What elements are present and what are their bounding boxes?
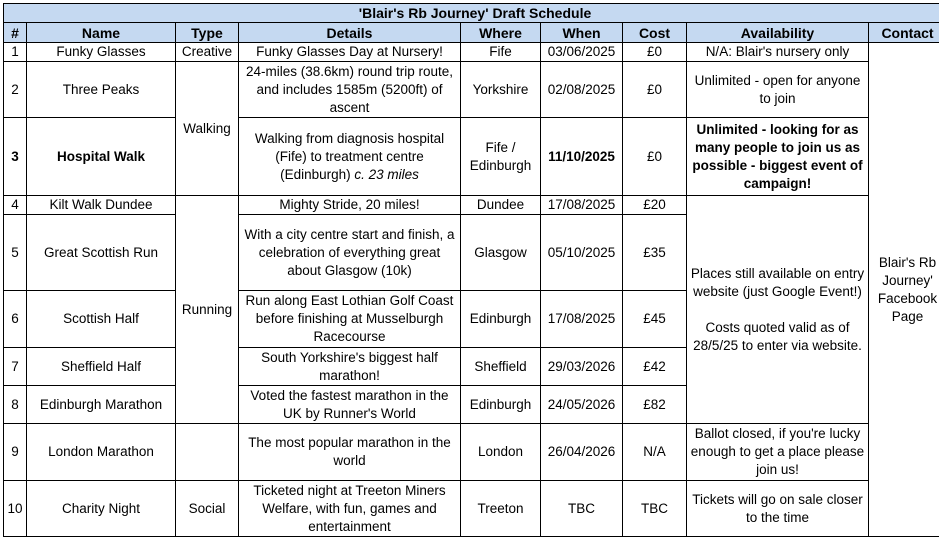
event-when: 11/10/2025 — [541, 118, 623, 196]
event-cost: £0 — [623, 62, 687, 118]
event-details: Voted the fastest marathon in the UK by Runner's World — [239, 386, 461, 424]
event-details — [239, 118, 461, 196]
event-when: 17/08/2025 — [541, 196, 623, 215]
event-cost: £82 — [623, 386, 687, 424]
col-header-num: # — [4, 23, 27, 43]
event-cost: N/A — [623, 424, 687, 481]
event-cost: £42 — [623, 348, 687, 386]
event-name: Hospital Walk — [27, 118, 176, 196]
event-details: Funky Glasses Day at Nursery! — [239, 43, 461, 62]
row-num: 6 — [4, 291, 27, 348]
event-availability: Tickets will go on sale closer to the time — [687, 481, 869, 537]
event-where: Sheffield — [461, 348, 541, 386]
col-header-type: Type — [176, 23, 239, 43]
event-availability: Unlimited - looking for as many people to join us as possible - biggest event of campaign! — [687, 118, 869, 196]
table-row — [4, 62, 939, 118]
event-when: TBC — [541, 481, 623, 537]
event-availability: Unlimited - open for anyone to join — [687, 62, 869, 118]
header-row — [4, 23, 939, 43]
event-type: Running — [176, 196, 239, 424]
event-where: Dundee — [461, 196, 541, 215]
table-row — [4, 424, 939, 481]
event-availability-merged — [687, 196, 869, 424]
col-header-where: Where — [461, 23, 541, 43]
event-cost: £35 — [623, 215, 687, 291]
event-where: Yorkshire — [461, 62, 541, 118]
event-where: Treeton — [461, 481, 541, 537]
row-num: 1 — [4, 43, 27, 62]
table-row — [4, 196, 939, 215]
contact-cell: Blair's Rb Journey' Facebook Page — [869, 43, 939, 537]
col-header-details: Details — [239, 23, 461, 43]
col-header-availability: Availability — [687, 23, 869, 43]
event-details: Ticketed night at Treeton Miners Welfare, with fun, games and entertainment — [239, 481, 461, 537]
details-text: Walking from diagnosis hospital (Fife) to treatment centre (Edinburgh) — [254, 130, 445, 182]
event-where: Edinburgh — [461, 291, 541, 348]
event-type: Walking — [176, 62, 239, 196]
event-name: Scottish Half — [27, 291, 176, 348]
availability-costs-note: Costs quoted valid as of 28/5/25 to enter via website. — [693, 319, 862, 353]
event-where: London — [461, 424, 541, 481]
event-availability: N/A: Blair's nursery only — [687, 43, 869, 62]
event-name: Charity Night — [27, 481, 176, 537]
col-header-when: When — [541, 23, 623, 43]
event-type: Creative — [176, 43, 239, 62]
row-num: 5 — [4, 215, 27, 291]
event-when: 26/04/2026 — [541, 424, 623, 481]
event-name: London Marathon — [27, 424, 176, 481]
row-num: 2 — [4, 62, 27, 118]
col-header-name: Name — [27, 23, 176, 43]
row-num: 4 — [4, 196, 27, 215]
event-name: Funky Glasses — [27, 43, 176, 62]
event-name: Sheffield Half — [27, 348, 176, 386]
event-where: Glasgow — [461, 215, 541, 291]
event-when: 24/05/2026 — [541, 386, 623, 424]
event-details: South Yorkshire's biggest half marathon! — [239, 348, 461, 386]
table-row — [4, 43, 939, 62]
event-details: The most popular marathon in the world — [239, 424, 461, 481]
event-when: 29/03/2026 — [541, 348, 623, 386]
title-row — [4, 4, 939, 23]
event-details: 24-miles (38.6km) round trip route, and includes 1585m (5200ft) of ascent — [239, 62, 461, 118]
details-distance: c. 23 miles — [354, 166, 419, 182]
event-type: Social — [176, 481, 239, 537]
table-row — [4, 118, 939, 196]
event-when: 05/10/2025 — [541, 215, 623, 291]
event-where: Edinburgh — [461, 386, 541, 424]
event-cost: £0 — [623, 43, 687, 62]
col-header-cost: Cost — [623, 23, 687, 43]
event-type-empty — [176, 424, 239, 481]
schedule-title: 'Blair's Rb Journey' Draft Schedule — [4, 4, 939, 23]
event-when: 02/08/2025 — [541, 62, 623, 118]
event-cost: TBC — [623, 481, 687, 537]
event-cost: £45 — [623, 291, 687, 348]
event-name: Edinburgh Marathon — [27, 386, 176, 424]
event-cost: £0 — [623, 118, 687, 196]
event-details: Run along East Lothian Golf Coast before finishing at Musselburgh Racecourse — [239, 291, 461, 348]
row-num: 8 — [4, 386, 27, 424]
event-name: Kilt Walk Dundee — [27, 196, 176, 215]
availability-places-note: Places still available on entry website (just Google Event!) — [690, 265, 865, 299]
row-num: 3 — [4, 118, 27, 196]
row-num: 9 — [4, 424, 27, 481]
event-when: 03/06/2025 — [541, 43, 623, 62]
event-when: 17/08/2025 — [541, 291, 623, 348]
event-cost: £20 — [623, 196, 687, 215]
row-num: 10 — [4, 481, 27, 537]
event-where: Fife — [461, 43, 541, 62]
event-where: Fife / Edinburgh — [461, 118, 541, 196]
row-num: 7 — [4, 348, 27, 386]
event-name: Three Peaks — [27, 62, 176, 118]
event-details: Mighty Stride, 20 miles! — [239, 196, 461, 215]
event-availability: Ballot closed, if you're lucky enough to get a place please join us! — [687, 424, 869, 481]
event-name: Great Scottish Run — [27, 215, 176, 291]
schedule-table — [3, 3, 939, 537]
event-details: With a city centre start and finish, a celebration of everything great about Glasgow (10k) — [239, 215, 461, 291]
table-row — [4, 481, 939, 537]
col-header-contact: Contact — [869, 23, 939, 43]
